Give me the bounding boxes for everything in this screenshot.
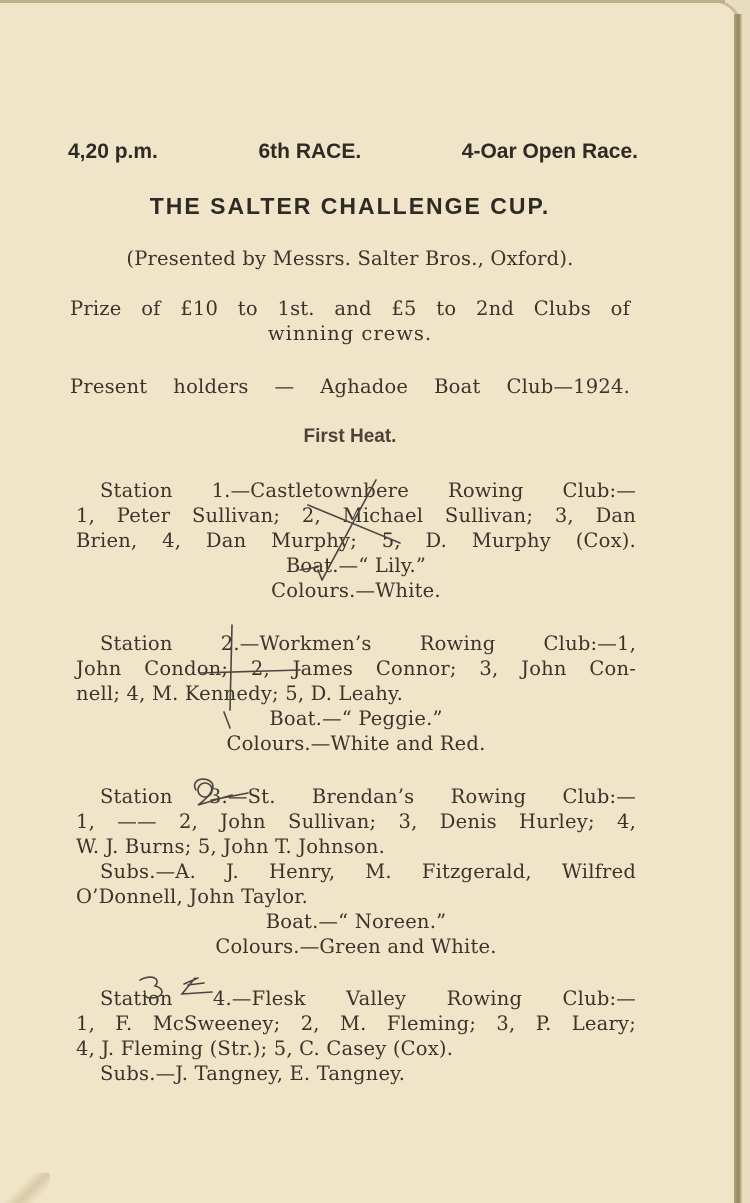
race-headline bbox=[68, 140, 638, 164]
prize-info bbox=[70, 296, 630, 346]
prize-line-1: Prize of £10 to 1st. and £5 to 2nd Clubs of bbox=[70, 297, 630, 320]
crew-line: Brien, 4, Dan Murphy; 5, D. Murphy (Cox). bbox=[76, 529, 636, 552]
boat-name: Boat.—“ Noreen.” bbox=[265, 910, 447, 933]
crew-line: 1, F. McSweeney; 2, M. Fleming; 3, P. Leary; bbox=[76, 1012, 636, 1035]
station-label: Station 3.—St. Brendan’s Rowing Club:— bbox=[100, 785, 636, 808]
cup-title: THE SALTER CHALLENGE CUP. bbox=[149, 193, 551, 219]
crew-line: 1, Peter Sullivan; 2, Michael Sullivan; 3, Dan bbox=[76, 504, 636, 527]
club-colours: Colours.—Green and White. bbox=[215, 935, 497, 958]
station-label: Station 1.—Castletownbere Rowing Club:— bbox=[100, 479, 636, 502]
club-colours: Colours.—White and Red. bbox=[226, 732, 486, 755]
station-entry-2 bbox=[76, 631, 636, 756]
crew-line: nell; 4, M. Kennedy; 5, D. Leahy. bbox=[76, 682, 404, 705]
crew-line: 1, —— 2, John Sullivan; 3, Denis Hurley; 4, bbox=[76, 810, 636, 833]
station-entry-4 bbox=[76, 986, 636, 1086]
club-colours: Colours.—White. bbox=[271, 579, 441, 602]
heat-title: First Heat. bbox=[303, 426, 397, 447]
boat-name: Boat.—“ Lily.” bbox=[285, 554, 427, 577]
station-entry-1 bbox=[76, 478, 636, 603]
presented-by: (Presented by Messrs. Salter Bros., Oxford). bbox=[126, 247, 574, 270]
boat-name: Boat.—“ Peggie.” bbox=[269, 707, 443, 730]
station-label: Station 2.—Workmen’s Rowing Club:—1, bbox=[100, 632, 636, 655]
race-time: 4,20 p.m. bbox=[68, 140, 158, 163]
station-entry-3 bbox=[76, 784, 636, 959]
crew-line: John Condon; 2, James Connor; 3, John Con- bbox=[76, 657, 636, 680]
subs-line: Subs.—A. J. Henry, M. Fitzgerald, Wilfred bbox=[100, 860, 636, 883]
crew-line: 4, J. Fleming (Str.); 5, C. Casey (Cox). bbox=[76, 1037, 454, 1060]
page-right-edge bbox=[734, 14, 742, 1203]
page-corner-shadow bbox=[0, 1173, 50, 1203]
station-label: Station 4.—Flesk Valley Rowing Club:— bbox=[100, 987, 636, 1010]
race-number: 6th RACE. bbox=[258, 140, 362, 163]
race-type: 4-Oar Open Race. bbox=[461, 140, 638, 163]
page-top-edge bbox=[0, 0, 725, 3]
crew-line: W. J. Burns; 5, John T. Johnson. bbox=[76, 835, 386, 858]
subs-line: Subs.—J. Tangney, E. Tangney. bbox=[100, 1062, 406, 1085]
prize-line-2: winning crews. bbox=[267, 322, 433, 345]
subs-line: O’Donnell, John Taylor. bbox=[76, 885, 309, 908]
present-holders: Present holders — Aghadoe Boat Club—1924. bbox=[70, 375, 630, 398]
